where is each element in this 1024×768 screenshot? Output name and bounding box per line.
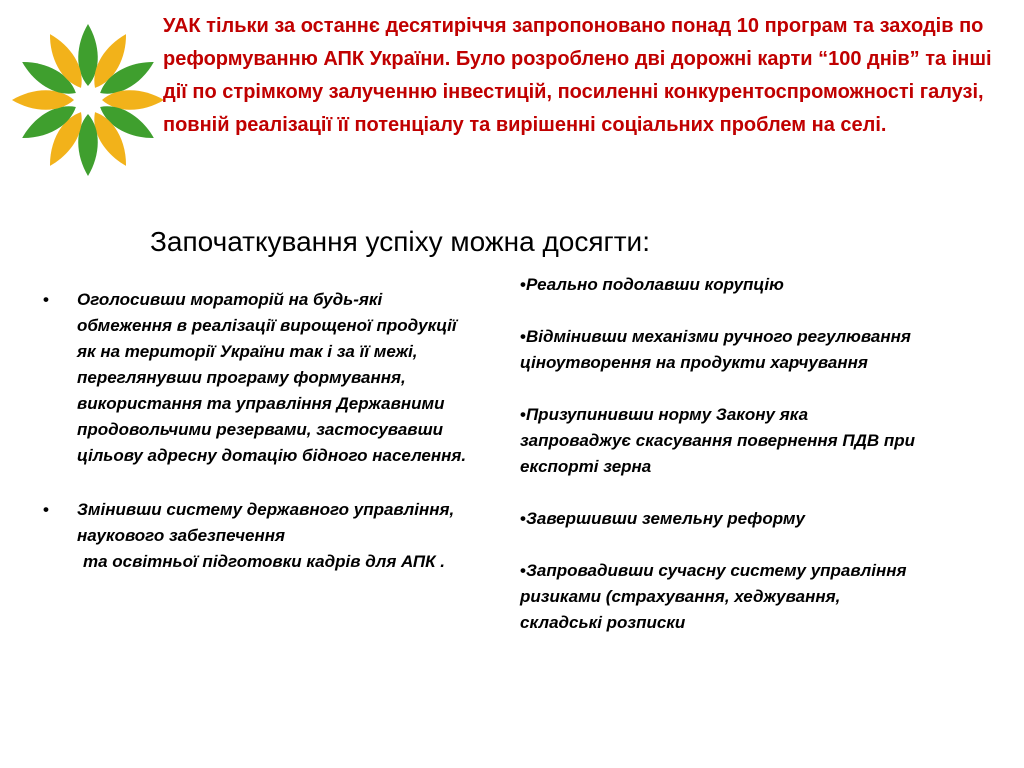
- sunburst-leaves-logo-icon: [8, 20, 168, 180]
- list-item: [520, 506, 920, 532]
- list-item: [30, 287, 470, 469]
- list-item-text: Призупинивши норму Закону яка запроваджує скасування повернення ПДВ при експорті зерна: [520, 405, 916, 476]
- bullet-icon: •: [43, 500, 49, 519]
- list-item-continuation: та освітньої підготовки кадрів для АПК .: [83, 552, 446, 571]
- right-bullet-list: [520, 272, 920, 636]
- list-item: [520, 402, 920, 480]
- bullet-icon: •: [520, 405, 526, 424]
- list-item: [520, 558, 920, 636]
- list-item-text: Завершивши земельну реформу: [525, 509, 805, 528]
- list-item-text: Запровадивши сучасну систему управління ризиками (страхування, хеджування, складські розписки: [520, 561, 907, 632]
- bullet-icon: •: [520, 561, 526, 580]
- section-heading: Започаткування успіху можна досягти:: [150, 226, 650, 257]
- list-item: [30, 497, 470, 575]
- list-item-text: Оголосивши мораторій на будь-які обмеження в реалізації вирощеної продукції як на території України так і за її межі, переглянувши програму формування, використання та управління Державними продовольчими резервами, застосувавши цільову адресну дотацію бідного населення.: [77, 290, 467, 465]
- bullet-icon: •: [43, 290, 49, 309]
- left-bullet-list: [30, 287, 470, 575]
- list-item-text: Реально подолавши корупцію: [525, 275, 784, 294]
- bullet-icon: •: [520, 509, 526, 528]
- intro-paragraph: УАК тільки за останнє десятиріччя запропоновано понад 10 програм та заходів по реформуванню АПК України. Було розроблено дві дорожні карти “100 днів” та інші дії по стрімкому залученню інвестицій, посиленні конкурентоспроможності галузі, повній реалізації її потенціалу та вирішенні соціальних проблем на селі.: [163, 15, 992, 136]
- list-item-text: Відмінивши механізми ручного регулювання ціноутворення на продукти харчування: [520, 327, 911, 372]
- bullet-icon: •: [520, 327, 526, 346]
- bullet-icon: •: [520, 275, 526, 294]
- list-item: [520, 272, 920, 298]
- list-item-text: Змінивши систему державного управління, наукового забезпечення: [77, 500, 455, 545]
- logo-petals: [12, 24, 164, 176]
- list-item: [520, 324, 920, 376]
